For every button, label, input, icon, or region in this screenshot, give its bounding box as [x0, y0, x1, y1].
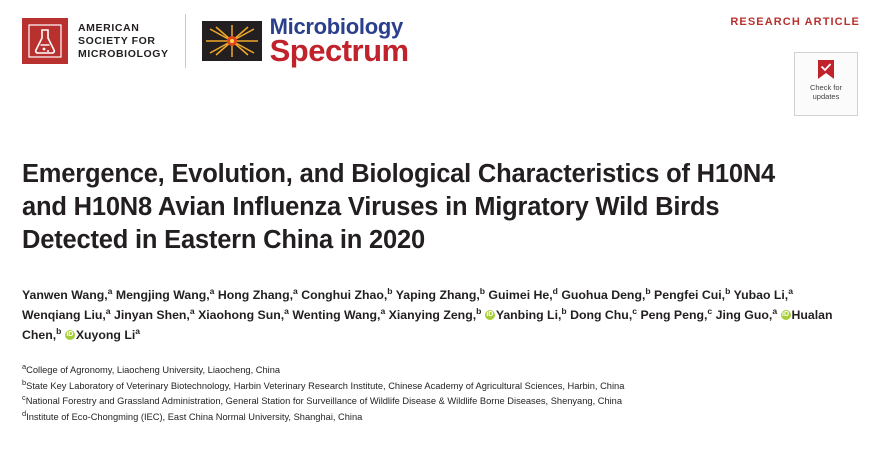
author-affiliation-marker: a — [380, 305, 386, 316]
author-affiliation-marker: b — [387, 285, 393, 296]
journal-title-micro: Microbiology — [269, 14, 403, 39]
author-affiliation-marker: a — [107, 285, 113, 296]
logo-divider — [185, 14, 186, 68]
affiliation-text: State Key Laboratory of Veterinary Biotechnology, Harbin Veterinary Research Institute, Chinese Academy of Agricultural Sciences, Harbin, China — [26, 380, 625, 391]
author-affiliation-marker: a — [189, 305, 195, 316]
author-name: Yanwen Wang, — [22, 288, 108, 302]
author-affiliation-marker: c — [632, 305, 638, 316]
author-affiliation-marker: a — [209, 285, 215, 296]
author-affiliation-marker: a — [788, 285, 794, 296]
author-affiliation-marker: b — [479, 285, 485, 296]
affiliation-marker: a — [22, 361, 27, 371]
author-name: Peng Peng, — [640, 308, 708, 322]
orcid-icon[interactable] — [485, 310, 495, 320]
author-name: Yubao Li, — [733, 288, 789, 302]
spectrum-burst-icon — [202, 21, 262, 61]
orcid-icon[interactable] — [65, 330, 75, 340]
crossmark-badge[interactable] — [794, 52, 858, 116]
affiliation-list — [22, 363, 860, 425]
author-name: Xianying Zeng, — [388, 308, 477, 322]
author-name: Xuyong Li — [75, 328, 136, 342]
page-header — [0, 0, 882, 122]
author-affiliation-marker: b — [56, 325, 62, 336]
author-name: Wenting Wang, — [292, 308, 381, 322]
author-list — [22, 285, 852, 345]
crossmark-line1: Check for — [809, 83, 843, 92]
author-affiliation-marker: a — [135, 325, 141, 336]
author-name: Jing Guo, — [715, 308, 773, 322]
author-affiliation-marker: a — [105, 305, 111, 316]
author-affiliation-marker: b — [725, 285, 731, 296]
affiliation-marker: d — [22, 408, 27, 418]
affiliation-item — [22, 363, 860, 379]
article-type-label: RESEARCH ARTICLE — [730, 16, 860, 28]
author-affiliation-marker: a — [284, 305, 289, 316]
crossmark-line2: updates — [812, 92, 840, 101]
affiliation-item — [22, 410, 860, 426]
author-affiliation-marker: a — [772, 305, 778, 316]
page-title: Emergence, Evolution, and Biological Characteristics of H10N4 and H10N8 Avian Influenza Viruses in Migratory Wild Birds Detected in Eastern China in 2020 — [22, 160, 776, 254]
asm-logo-line2: SOCIETY FOR — [78, 34, 156, 47]
affiliation-text: College of Agronomy, Liaocheng University, Liaocheng, China — [26, 365, 281, 375]
affiliation-marker: b — [22, 377, 27, 387]
affiliation-text: National Forestry and Grassland Administration, General Station for Surveillance of Wildlife Disease & Wildlife Borne Diseases, Shenyang, China — [25, 396, 623, 406]
affiliation-marker: c — [22, 392, 26, 402]
journal-title-spectrum: Spectrum — [269, 33, 409, 68]
author-name: Xiaohong Sun, — [198, 308, 285, 322]
author-affiliation-marker: b — [476, 305, 482, 316]
author-name: Mengjing Wang, — [115, 288, 210, 302]
journal-logo[interactable] — [202, 16, 409, 66]
author-name: Yaping Zhang, — [395, 288, 480, 302]
affiliation-text: Institute of Eco-Chongming (IEC), East China Normal University, Shanghai, China — [26, 411, 363, 422]
author-name: Jinyan Shen, — [114, 308, 190, 322]
author-name: Hualan Chen, — [22, 308, 833, 342]
author-name: Conghui Zhao, — [301, 288, 388, 302]
asm-logo[interactable] — [22, 18, 169, 64]
affiliation-item — [22, 379, 860, 395]
asm-logo-line3: MICROBIOLOGY — [78, 47, 169, 60]
crossmark-icon — [816, 59, 836, 81]
author-affiliation-marker: d — [552, 285, 558, 296]
author-name: Guohua Deng, — [561, 288, 646, 302]
author-name: Guimei He, — [488, 288, 553, 302]
author-name: Yanbing Li, — [495, 308, 562, 322]
author-name: Dong Chu, — [570, 308, 633, 322]
affiliation-item — [22, 394, 860, 410]
orcid-icon[interactable] — [781, 310, 791, 320]
asm-logo-text — [78, 22, 169, 61]
author-affiliation-marker: a — [293, 285, 298, 296]
author-affiliation-marker: b — [645, 285, 651, 296]
author-name: Hong Zhang, — [217, 288, 293, 302]
author-affiliation-marker: b — [561, 305, 567, 316]
author-name: Pengfei Cui, — [654, 288, 726, 302]
journal-logo-text — [270, 16, 409, 66]
asm-flask-icon — [22, 18, 68, 64]
author-name: Wenqiang Liu, — [22, 308, 106, 322]
asm-logo-line1: AMERICAN — [78, 21, 140, 34]
author-affiliation-marker: c — [707, 305, 713, 316]
